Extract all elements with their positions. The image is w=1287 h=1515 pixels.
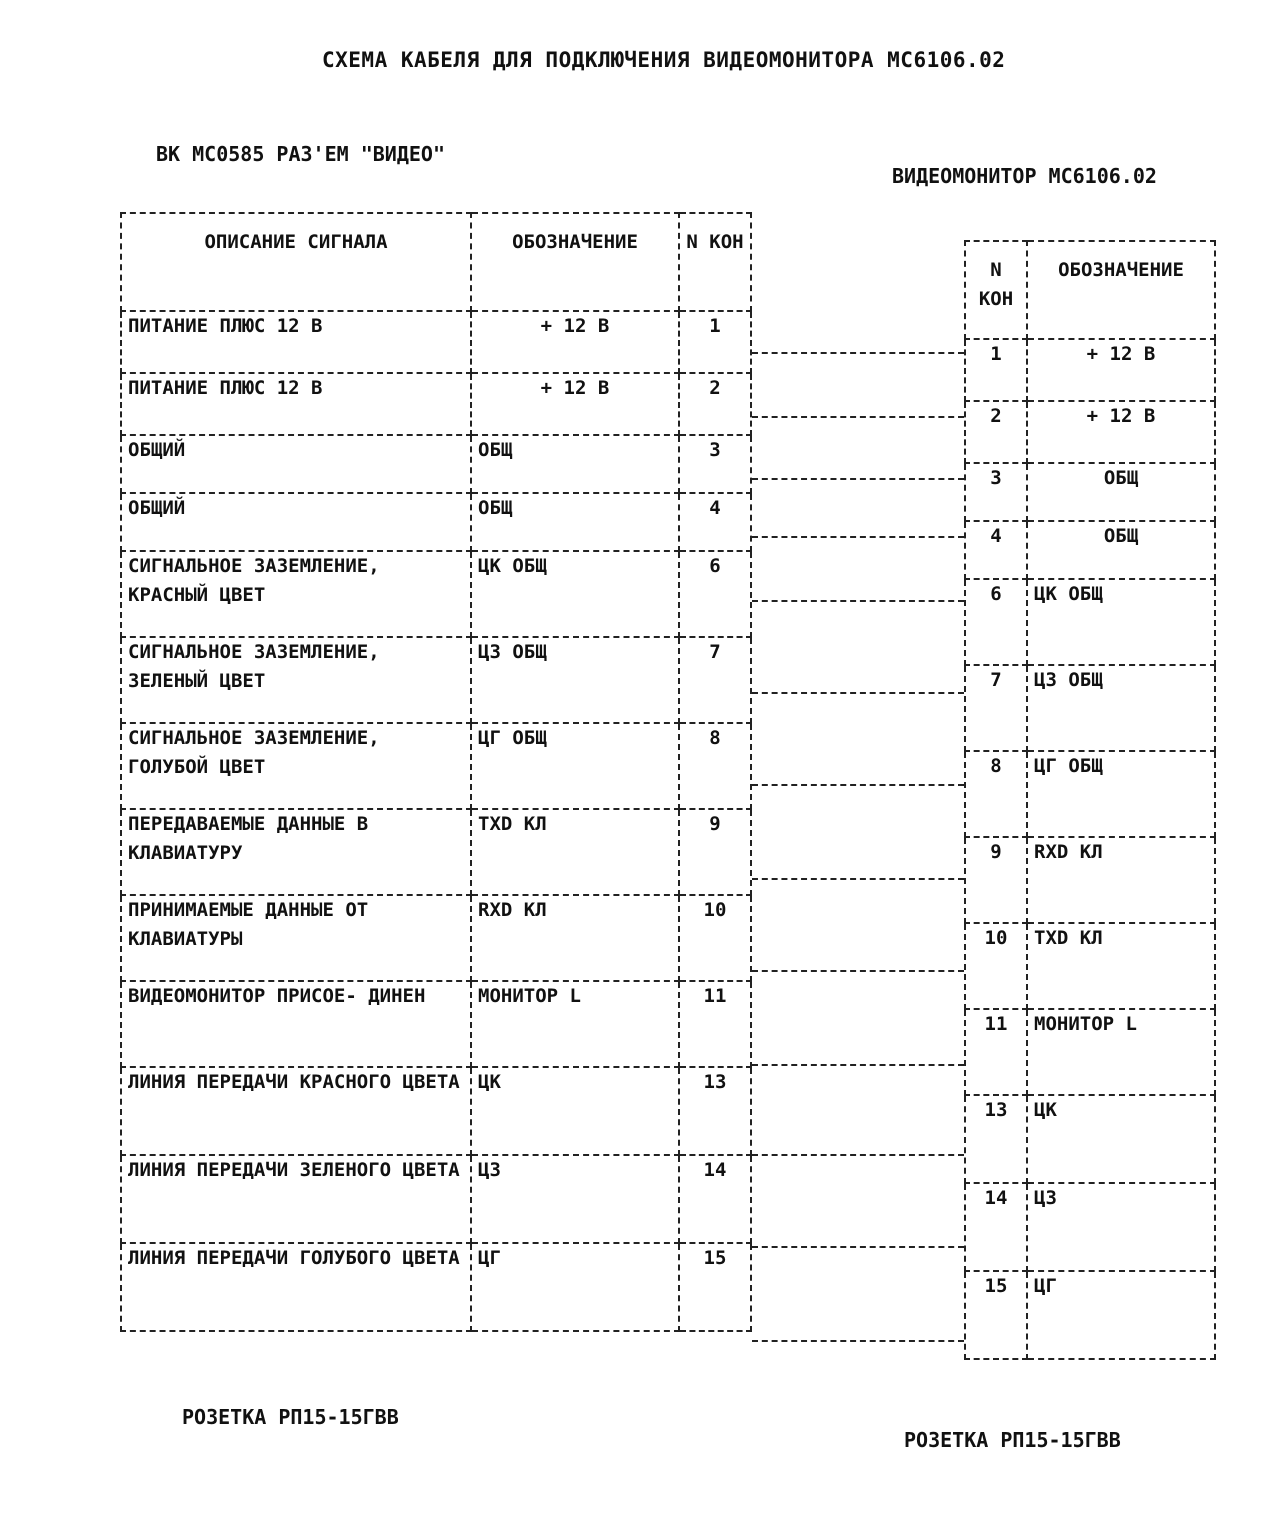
pin-number: 9 bbox=[965, 837, 1027, 923]
signal-designation: ОБЩ bbox=[1027, 521, 1215, 579]
left-connector-caption: ВК МС0585 РАЗ'ЕМ "ВИДЕО" bbox=[156, 142, 445, 166]
table-row bbox=[965, 923, 1215, 1009]
signal-description: ЛИНИЯ ПЕРЕДАЧИ КРАСНОГО ЦВЕТА bbox=[121, 1067, 471, 1155]
header-pin: N КОН bbox=[679, 213, 751, 311]
page-title: СХЕМА КАБЕЛЯ ДЛЯ ПОДКЛЮЧЕНИЯ ВИДЕОМОНИТОРА МС6106.02 bbox=[322, 48, 1006, 72]
signal-description: ВИДЕОМОНИТОР ПРИСОЕ- ДИНЕН bbox=[121, 981, 471, 1067]
pin-number: 10 bbox=[679, 895, 751, 981]
signal-description: СИГНАЛЬНОЕ ЗАЗЕМЛЕНИЕ, КРАСНЫЙ ЦВЕТ bbox=[121, 551, 471, 637]
table-row bbox=[121, 1243, 751, 1331]
signal-designation: RXD КЛ bbox=[1027, 837, 1215, 923]
header-designation: ОБОЗНАЧЕНИЕ bbox=[471, 213, 679, 311]
signal-designation: ЦК bbox=[1027, 1095, 1215, 1183]
signal-designation: + 12 В bbox=[471, 311, 679, 373]
signal-description: СИГНАЛЬНОЕ ЗАЗЕМЛЕНИЕ, ЗЕЛЕНЫЙ ЦВЕТ bbox=[121, 637, 471, 723]
signal-description: ПЕРЕДАВАЕМЫЕ ДАННЫЕ В КЛАВИАТУРУ bbox=[121, 809, 471, 895]
pin-number: 2 bbox=[679, 373, 751, 435]
signal-designation: + 12 В bbox=[471, 373, 679, 435]
pin-number: 11 bbox=[965, 1009, 1027, 1095]
signal-designation: ЦК ОБЩ bbox=[1027, 579, 1215, 665]
signal-designation: ЦГ bbox=[471, 1243, 679, 1331]
wire-pin-6 bbox=[752, 600, 964, 602]
table-row bbox=[121, 435, 751, 493]
table-header-row bbox=[965, 241, 1215, 339]
signal-description: ПИТАНИЕ ПЛЮС 12 В bbox=[121, 311, 471, 373]
table-row bbox=[121, 809, 751, 895]
table-row bbox=[121, 723, 751, 809]
signal-description: ПРИНИМАЕМЫЕ ДАННЫЕ ОТ КЛАВИАТУРЫ bbox=[121, 895, 471, 981]
signal-designation: ЦЗ ОБЩ bbox=[1027, 665, 1215, 751]
pin-number: 6 bbox=[965, 579, 1027, 665]
pin-number: 7 bbox=[965, 665, 1027, 751]
signal-designation: ЦЗ bbox=[471, 1155, 679, 1243]
signal-designation: ЦК bbox=[471, 1067, 679, 1155]
wire-pin-1 bbox=[752, 352, 964, 354]
signal-designation: ОБЩ bbox=[471, 493, 679, 551]
table-row bbox=[965, 579, 1215, 665]
right-connector-type: РОЗЕТКА РП15-15ГВВ bbox=[904, 1428, 1121, 1452]
signal-designation: ЦГ ОБЩ bbox=[471, 723, 679, 809]
wire-pin-3 bbox=[752, 478, 964, 480]
pin-number: 11 bbox=[679, 981, 751, 1067]
pin-number: 14 bbox=[965, 1183, 1027, 1271]
signal-designation: TXD КЛ bbox=[471, 809, 679, 895]
wire-pin-7 bbox=[752, 692, 964, 694]
pin-number: 2 bbox=[965, 401, 1027, 463]
pin-number: 10 bbox=[965, 923, 1027, 1009]
signal-designation: ЦЗ bbox=[1027, 1183, 1215, 1271]
table-row bbox=[965, 521, 1215, 579]
pin-number: 13 bbox=[679, 1067, 751, 1155]
signal-designation: МОНИТОР L bbox=[471, 981, 679, 1067]
pin-number: 9 bbox=[679, 809, 751, 895]
table-row bbox=[121, 1155, 751, 1243]
table-row bbox=[121, 1067, 751, 1155]
wire-pin-13 bbox=[752, 1154, 964, 1156]
header-designation: ОБОЗНАЧЕНИЕ bbox=[1027, 241, 1215, 339]
table-header-row bbox=[121, 213, 751, 311]
table-row bbox=[965, 1183, 1215, 1271]
pin-number: 8 bbox=[965, 751, 1027, 837]
signal-description: ПИТАНИЕ ПЛЮС 12 В bbox=[121, 373, 471, 435]
right-connector-caption: ВИДЕОМОНИТОР МС6106.02 bbox=[892, 164, 1157, 188]
header-pin: N КОН bbox=[965, 241, 1027, 339]
table-row bbox=[965, 401, 1215, 463]
signal-designation: ЦГ ОБЩ bbox=[1027, 751, 1215, 837]
pin-number: 3 bbox=[965, 463, 1027, 521]
table-row bbox=[965, 665, 1215, 751]
pin-number: 8 bbox=[679, 723, 751, 809]
wire-pin-9 bbox=[752, 878, 964, 880]
pin-number: 4 bbox=[965, 521, 1027, 579]
signal-designation: ЦЗ ОБЩ bbox=[471, 637, 679, 723]
left-connector-type: РОЗЕТКА РП15-15ГВВ bbox=[182, 1405, 399, 1429]
pin-number: 1 bbox=[679, 311, 751, 373]
pin-number: 15 bbox=[965, 1271, 1027, 1359]
table-row bbox=[965, 1271, 1215, 1359]
right-connector-table bbox=[964, 240, 1216, 1360]
pin-number: 13 bbox=[965, 1095, 1027, 1183]
wire-pin-15 bbox=[752, 1340, 964, 1342]
table-row bbox=[121, 551, 751, 637]
left-connector-table bbox=[120, 212, 752, 1332]
table-row bbox=[121, 373, 751, 435]
table-row bbox=[121, 895, 751, 981]
wire-pin-2 bbox=[752, 416, 964, 418]
wire-pin-8 bbox=[752, 784, 964, 786]
pin-number: 3 bbox=[679, 435, 751, 493]
pin-number: 4 bbox=[679, 493, 751, 551]
signal-designation: + 12 В bbox=[1027, 339, 1215, 401]
table-row bbox=[965, 463, 1215, 521]
signal-designation: ОБЩ bbox=[471, 435, 679, 493]
signal-designation: RXD КЛ bbox=[471, 895, 679, 981]
signal-designation: + 12 В bbox=[1027, 401, 1215, 463]
signal-designation: ОБЩ bbox=[1027, 463, 1215, 521]
wire-pin-14 bbox=[752, 1246, 964, 1248]
signal-description: ОБЩИЙ bbox=[121, 435, 471, 493]
table-row bbox=[965, 1009, 1215, 1095]
signal-description: ЛИНИЯ ПЕРЕДАЧИ ГОЛУБОГО ЦВЕТА bbox=[121, 1243, 471, 1331]
pin-number: 15 bbox=[679, 1243, 751, 1331]
table-row bbox=[965, 751, 1215, 837]
signal-description: ЛИНИЯ ПЕРЕДАЧИ ЗЕЛЕНОГО ЦВЕТА bbox=[121, 1155, 471, 1243]
pin-number: 14 bbox=[679, 1155, 751, 1243]
table-row bbox=[121, 311, 751, 373]
table-row bbox=[121, 981, 751, 1067]
signal-description: ОБЩИЙ bbox=[121, 493, 471, 551]
header-description: ОПИСАНИЕ СИГНАЛА bbox=[121, 213, 471, 311]
table-row bbox=[121, 493, 751, 551]
table-row bbox=[965, 1095, 1215, 1183]
signal-designation: ЦК ОБЩ bbox=[471, 551, 679, 637]
signal-designation: ЦГ bbox=[1027, 1271, 1215, 1359]
wire-pin-4 bbox=[752, 536, 964, 538]
wire-pin-11 bbox=[752, 1064, 964, 1066]
pin-number: 7 bbox=[679, 637, 751, 723]
signal-description: СИГНАЛЬНОЕ ЗАЗЕМЛЕНИЕ, ГОЛУБОЙ ЦВЕТ bbox=[121, 723, 471, 809]
table-row bbox=[965, 339, 1215, 401]
pin-number: 6 bbox=[679, 551, 751, 637]
signal-designation: TXD КЛ bbox=[1027, 923, 1215, 1009]
table-row bbox=[965, 837, 1215, 923]
wire-pin-10 bbox=[752, 970, 964, 972]
signal-designation: МОНИТОР L bbox=[1027, 1009, 1215, 1095]
table-row bbox=[121, 637, 751, 723]
pin-number: 1 bbox=[965, 339, 1027, 401]
